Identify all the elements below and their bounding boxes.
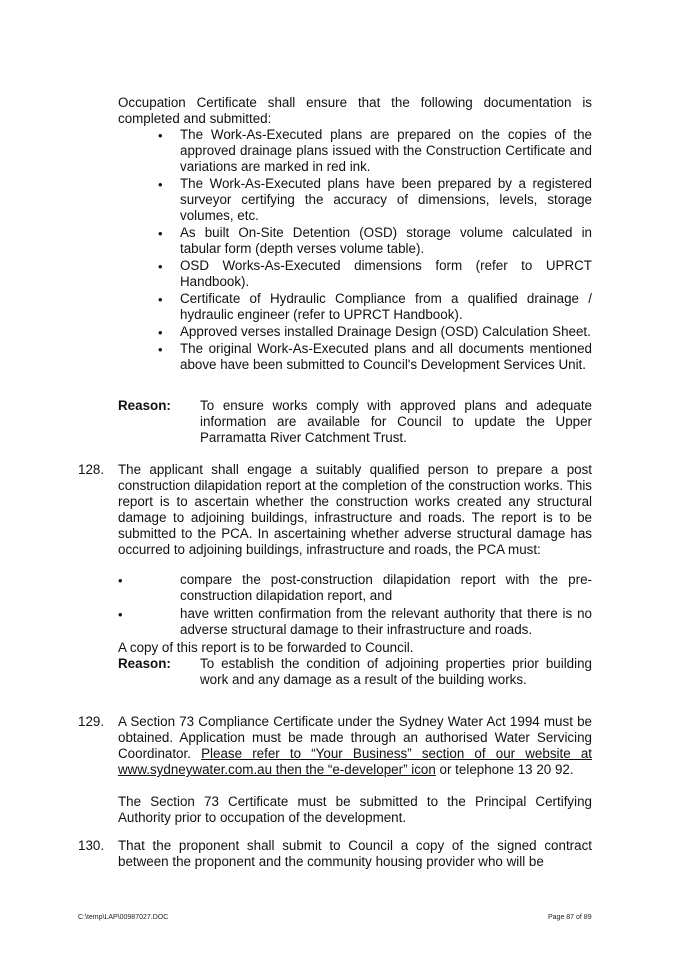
dilapidation-list (118, 572, 592, 638)
condition-body (118, 838, 592, 870)
condition-paragraph: The Section 73 Certificate must be submitted to the Principal Certifying Authority prior to occupation of the development. (118, 794, 592, 825)
condition-paragraph: A Section 73 Compliance Certificate under the Sydney Water Act 1994 must be obtained. Application must be made through an authorised Water Servicing Coordinator. Please refer to “Your Business” section of our website at www.sydneywater.com.au then the “e-developer” icon or telephone 13 20 92. (118, 714, 592, 777)
reason-text: To ensure works comply with approved plans and adequate information are available for Council to update the Upper Parramatta River Catchment Trust. (200, 398, 592, 445)
footer-page-number: Page 87 of 89 (548, 914, 592, 921)
condition-number: 129. (78, 714, 105, 729)
condition-body (118, 714, 592, 826)
list-item: • have written confirmation from the relevant authority that there is no adverse structural damage to their infrastructure and roads. (118, 606, 592, 638)
footer-file-path: C:\temp\LAP\00987027.DOC (78, 914, 169, 921)
documentation-list (158, 127, 592, 374)
condition-130 (78, 838, 592, 870)
condition-note: A copy of this report is to be forwarded to Council. (118, 640, 414, 655)
list-item: • The original Work-As-Executed plans and all documents mentioned above have been submitted to Council's Development Services Unit. (158, 341, 592, 373)
reason-block-1 (118, 398, 592, 446)
list-item: • compare the post-construction dilapidation report with the pre-construction dilapidation report, and (118, 572, 592, 604)
reason-label: Reason: (118, 656, 171, 671)
intro-paragraph: Occupation Certificate shall ensure that the following documentation is completed and submitted: (118, 95, 592, 126)
list-item: • Certificate of Hydraulic Compliance from a qualified drainage / hydraulic engineer (refer to UPRCT Handbook). (158, 291, 592, 323)
list-item: • The Work-As-Executed plans are prepared on the copies of the approved drainage plans issued with the Construction Certificate and variations are marked in red ink. (158, 127, 592, 175)
reason-block-2 (118, 656, 592, 688)
list-item: • As built On-Site Detention (OSD) storage volume calculated in tabular form (depth verses volume table). (158, 225, 592, 257)
list-item: • OSD Works-As-Executed dimensions form (refer to UPRCT Handbook). (158, 258, 592, 290)
condition-128 (78, 462, 592, 688)
website-link[interactable]: Please refer to “Your Business” section of our website at www.sydneywater.com.au then the “e-developer” icon (118, 746, 592, 777)
condition-number: 130. (78, 838, 105, 853)
list-item: • Approved verses installed Drainage Design (OSD) Calculation Sheet. (158, 324, 592, 340)
condition-paragraph: The applicant shall engage a suitably qualified person to prepare a post construction dilapidation report at the completion of the construction works. This report is to ascertain whether the construction works created any structural damage to adjoining buildings, infrastructure and roads. The report is to be submitted to the PCA. In ascertaining whether adverse structural damage has occurred to adjoining buildings, infrastructure and roads, the PCA must: (118, 462, 592, 557)
condition-number: 128. (78, 462, 105, 477)
condition-paragraph: That the proponent shall submit to Council a copy of the signed contract between the proponent and the community housing provider who will be (118, 838, 592, 869)
condition-body (118, 462, 592, 688)
reason-label: Reason: (118, 398, 171, 413)
condition-129 (78, 714, 592, 826)
reason-text: To establish the condition of adjoining properties prior building work and any damage as a result of the building works. (200, 656, 592, 687)
list-item: • The Work-As-Executed plans have been prepared by a registered surveyor certifying the accuracy of dimensions, levels, storage volumes, etc. (158, 176, 592, 224)
